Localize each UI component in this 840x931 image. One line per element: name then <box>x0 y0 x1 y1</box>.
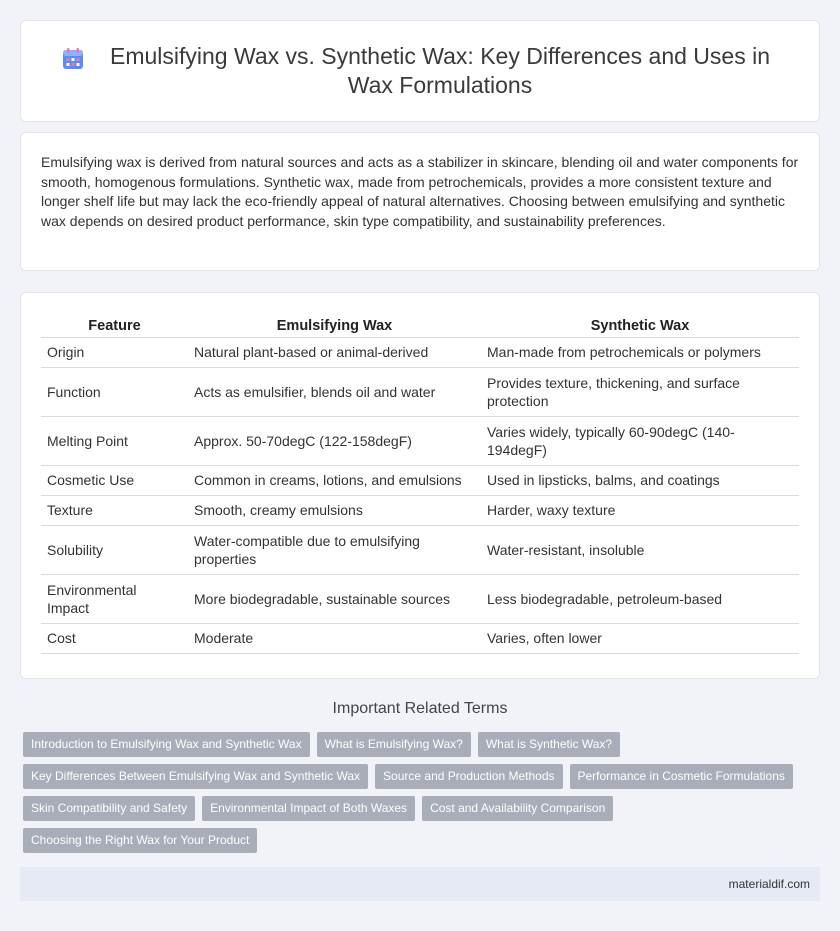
table-row <box>41 337 799 367</box>
footer-site-link[interactable]: materialdif.com <box>728 877 810 891</box>
emulsifying-cell: Moderate <box>188 623 481 653</box>
related-term-link[interactable]: Key Differences Between Emulsifying Wax and Synthetic Wax <box>23 764 368 789</box>
table-header-row <box>41 313 799 337</box>
synthetic-cell: Harder, waxy texture <box>481 495 799 525</box>
emulsifying-cell: Common in creams, lotions, and emulsions <box>188 465 481 495</box>
related-term-link[interactable]: Introduction to Emulsifying Wax and Synthetic Wax <box>23 732 310 757</box>
emulsifying-cell: Approx. 50-70degC (122-158degF) <box>188 416 481 465</box>
feature-cell: Solubility <box>41 525 188 574</box>
emulsifying-cell: Natural plant-based or animal-derived <box>188 337 481 367</box>
synthetic-cell: Varies, often lower <box>481 623 799 653</box>
table-row <box>41 525 799 574</box>
related-term-link[interactable]: What is Synthetic Wax? <box>478 732 620 757</box>
table-row <box>41 367 799 416</box>
column-header-feature: Feature <box>41 313 188 337</box>
comparison-table <box>41 313 799 654</box>
synthetic-cell: Provides texture, thickening, and surface protection <box>481 367 799 416</box>
intro-paragraph: Emulsifying wax is derived from natural sources and acts as a stabilizer in skincare, blending oil and water components for smooth, homogenous formulations. Synthetic wax, made from petrochemicals, provides a more consistent texture and longer shelf life but may lack the eco-friendly appeal of natural alternatives. Choosing between emulsifying and synthetic wax depends on desired product performance, skin type compatibility, and sustainability preferences. <box>41 154 799 229</box>
emulsifying-cell: Smooth, creamy emulsions <box>188 495 481 525</box>
related-term-link[interactable]: Source and Production Methods <box>375 764 562 789</box>
related-term-link[interactable]: Skin Compatibility and Safety <box>23 796 195 821</box>
table-row <box>41 623 799 653</box>
feature-cell: Texture <box>41 495 188 525</box>
feature-cell: Function <box>41 367 188 416</box>
synthetic-cell: Water-resistant, insoluble <box>481 525 799 574</box>
synthetic-cell: Varies widely, typically 60-90degC (140-194degF) <box>481 416 799 465</box>
feature-cell: Melting Point <box>41 416 188 465</box>
table-row <box>41 495 799 525</box>
table-row <box>41 416 799 465</box>
related-term-link[interactable]: Choosing the Right Wax for Your Product <box>23 828 257 853</box>
related-term-link[interactable]: Environmental Impact of Both Waxes <box>202 796 415 821</box>
column-header-synthetic-wax: Synthetic Wax <box>481 313 799 337</box>
column-header-emulsifying-wax: Emulsifying Wax <box>188 313 481 337</box>
emulsifying-cell: Acts as emulsifier, blends oil and water <box>188 367 481 416</box>
synthetic-cell: Used in lipsticks, balms, and coatings <box>481 465 799 495</box>
related-term-link[interactable]: What is Emulsifying Wax? <box>317 732 471 757</box>
related-terms-list <box>23 732 823 853</box>
synthetic-cell: Less biodegradable, petroleum-based <box>481 574 799 623</box>
feature-cell: Cosmetic Use <box>41 465 188 495</box>
emulsifying-cell: More biodegradable, sustainable sources <box>188 574 481 623</box>
intro-card <box>20 132 820 271</box>
feature-cell: Cost <box>41 623 188 653</box>
synthetic-cell: Man-made from petrochemicals or polymers <box>481 337 799 367</box>
feature-cell: Environmental Impact <box>41 574 188 623</box>
comparison-table-card <box>20 292 820 679</box>
related-terms-heading: Important Related Terms <box>332 700 508 717</box>
emulsifying-cell: Water-compatible due to emulsifying properties <box>188 525 481 574</box>
table-row <box>41 465 799 495</box>
header-card <box>20 20 820 122</box>
feature-cell: Origin <box>41 337 188 367</box>
related-term-link[interactable]: Cost and Availability Comparison <box>422 796 613 821</box>
footer-bar <box>20 867 820 901</box>
page-title: Emulsifying Wax vs. Synthetic Wax: Key Differences and Uses in Wax Formulations <box>109 43 770 98</box>
related-term-link[interactable]: Performance in Cosmetic Formulations <box>570 764 793 789</box>
table-row <box>41 574 799 623</box>
